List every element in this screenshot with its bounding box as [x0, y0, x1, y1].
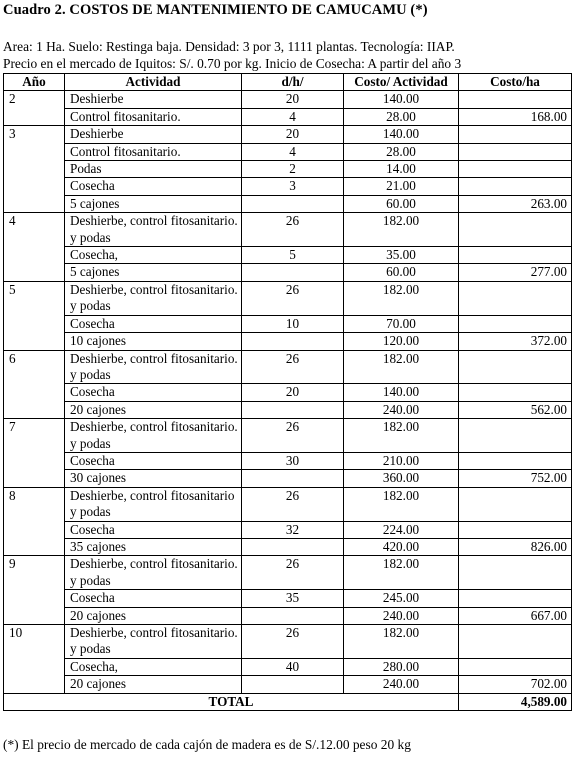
table-row — [4, 108, 572, 125]
dh-cell — [242, 264, 344, 281]
year-cell: 9 — [4, 556, 65, 625]
dh-cell: 30 — [242, 452, 344, 469]
info-line-price: Precio en el mercado de Iquitos: S/. 0.70 por kg. Inicio de Cosecha: A partir del año 3 — [3, 56, 462, 71]
year-cell: 10 — [4, 625, 65, 694]
year-cell: 5 — [4, 281, 65, 350]
activity-cell: Cosecha — [65, 178, 242, 195]
dh-cell: 32 — [242, 521, 344, 538]
activity-cell: Deshierbe, control fitosanitario. y podas — [65, 213, 242, 247]
table-row — [4, 556, 572, 590]
cost-activity-cell: 140.00 — [344, 384, 459, 401]
activity-cell: Deshierbe, control fitosanitario. y podas — [65, 350, 242, 384]
cost-activity-cell: 182.00 — [344, 213, 459, 247]
activity-cell: Deshierbe, control fitosanitario y podas — [65, 487, 242, 521]
table-row — [4, 607, 572, 624]
dh-cell — [242, 470, 344, 487]
cost-activity-cell: 240.00 — [344, 607, 459, 624]
dh-cell — [242, 538, 344, 555]
dh-cell: 10 — [242, 315, 344, 332]
activity-cell: 35 cajones — [65, 538, 242, 555]
cost-ha-cell — [459, 487, 572, 521]
dh-cell: 26 — [242, 281, 344, 315]
table-row — [4, 333, 572, 350]
activity-cell: Cosecha — [65, 452, 242, 469]
activity-cell: 20 cajones — [65, 607, 242, 624]
cost-activity-cell: 182.00 — [344, 556, 459, 590]
activity-cell: Control fitosanitario. — [65, 143, 242, 160]
header-dh: d/h/ — [242, 74, 344, 91]
header-anio: Año — [4, 74, 65, 91]
cost-ha-cell — [459, 126, 572, 143]
cost-activity-cell: 60.00 — [344, 195, 459, 212]
costs-table — [3, 73, 572, 711]
activity-cell: Cosecha, — [65, 658, 242, 675]
cost-ha-cell: 562.00 — [459, 401, 572, 418]
table-row — [4, 315, 572, 332]
total-row — [4, 693, 572, 710]
table-header-row — [4, 74, 572, 91]
table-row — [4, 401, 572, 418]
cost-activity-cell: 28.00 — [344, 143, 459, 160]
activity-cell: Control fitosanitario. — [65, 108, 242, 125]
activity-cell: Cosecha — [65, 384, 242, 401]
dh-cell: 26 — [242, 625, 344, 659]
cost-activity-cell: 240.00 — [344, 401, 459, 418]
cost-ha-cell — [459, 556, 572, 590]
table-row — [4, 281, 572, 315]
cost-ha-cell: 263.00 — [459, 195, 572, 212]
header-actividad: Actividad — [65, 74, 242, 91]
cost-ha-cell — [459, 281, 572, 315]
dh-cell: 26 — [242, 556, 344, 590]
activity-cell: Deshierbe, control fitosanitario. y podas — [65, 625, 242, 659]
dh-cell — [242, 195, 344, 212]
cost-ha-cell — [459, 178, 572, 195]
cost-ha-cell: 702.00 — [459, 676, 572, 693]
table-row — [4, 452, 572, 469]
cost-ha-cell — [459, 625, 572, 659]
activity-cell: Deshierbe — [65, 126, 242, 143]
table-row — [4, 625, 572, 659]
dh-cell: 20 — [242, 126, 344, 143]
cost-activity-cell: 120.00 — [344, 333, 459, 350]
dh-cell: 26 — [242, 350, 344, 384]
year-cell: 4 — [4, 213, 65, 282]
cost-ha-cell — [459, 350, 572, 384]
table-row — [4, 521, 572, 538]
dh-cell: 4 — [242, 108, 344, 125]
dh-cell: 3 — [242, 178, 344, 195]
dh-cell: 4 — [242, 143, 344, 160]
cost-activity-cell: 60.00 — [344, 264, 459, 281]
activity-cell: 5 cajones — [65, 264, 242, 281]
activity-cell: Podas — [65, 161, 242, 178]
year-cell: 3 — [4, 126, 65, 213]
header-costo-ha: Costo/ha — [459, 74, 572, 91]
table-body — [4, 91, 572, 693]
cost-ha-cell — [459, 247, 572, 264]
dh-cell — [242, 676, 344, 693]
table-row — [4, 676, 572, 693]
activity-cell: 20 cajones — [65, 676, 242, 693]
dh-cell: 35 — [242, 590, 344, 607]
table-row — [4, 178, 572, 195]
cost-activity-cell: 28.00 — [344, 108, 459, 125]
activity-cell: 30 cajones — [65, 470, 242, 487]
dh-cell — [242, 401, 344, 418]
total-label: TOTAL — [4, 693, 459, 710]
activity-cell: 20 cajones — [65, 401, 242, 418]
cost-ha-cell — [459, 213, 572, 247]
dh-cell: 5 — [242, 247, 344, 264]
dh-cell: 26 — [242, 419, 344, 453]
table-row — [4, 419, 572, 453]
activity-cell: Deshierbe, control fitosanitario. y podas — [65, 556, 242, 590]
activity-cell: Cosecha — [65, 590, 242, 607]
cost-activity-cell: 35.00 — [344, 247, 459, 264]
cost-activity-cell: 182.00 — [344, 281, 459, 315]
table-row — [4, 487, 572, 521]
cost-ha-cell — [459, 419, 572, 453]
table-row — [4, 91, 572, 108]
activity-cell: Deshierbe — [65, 91, 242, 108]
dh-cell — [242, 607, 344, 624]
cost-ha-cell: 752.00 — [459, 470, 572, 487]
cost-activity-cell: 240.00 — [344, 676, 459, 693]
cost-ha-cell — [459, 521, 572, 538]
cost-ha-cell: 826.00 — [459, 538, 572, 555]
cost-activity-cell: 182.00 — [344, 350, 459, 384]
cost-ha-cell: 372.00 — [459, 333, 572, 350]
activity-cell: 5 cajones — [65, 195, 242, 212]
activity-cell: Cosecha, — [65, 247, 242, 264]
activity-cell: Deshierbe, control fitosanitario. y podas — [65, 281, 242, 315]
cost-activity-cell: 140.00 — [344, 91, 459, 108]
cost-activity-cell: 210.00 — [344, 452, 459, 469]
cost-activity-cell: 182.00 — [344, 487, 459, 521]
table-row — [4, 213, 572, 247]
footnote: (*) El precio de mercado de cada cajón de madera es de S/.12.00 peso 20 kg — [3, 737, 411, 752]
document-title: Cuadro 2. COSTOS DE MANTENIMIENTO DE CAMUCAMU (*) — [3, 2, 428, 18]
table-row — [4, 658, 572, 675]
cost-activity-cell: 70.00 — [344, 315, 459, 332]
cost-ha-cell — [459, 658, 572, 675]
table-row — [4, 384, 572, 401]
dh-cell: 20 — [242, 384, 344, 401]
header-costo-actividad: Costo/ Actividad — [344, 74, 459, 91]
dh-cell: 26 — [242, 213, 344, 247]
table-row — [4, 143, 572, 160]
cost-ha-cell — [459, 161, 572, 178]
cost-activity-cell: 224.00 — [344, 521, 459, 538]
table-row — [4, 161, 572, 178]
activity-cell: Cosecha — [65, 521, 242, 538]
table-row — [4, 538, 572, 555]
table-row — [4, 195, 572, 212]
table-row — [4, 247, 572, 264]
table-row — [4, 126, 572, 143]
cost-ha-cell — [459, 315, 572, 332]
activity-cell: Deshierbe, control fitosanitario. y podas — [65, 419, 242, 453]
cost-ha-cell — [459, 384, 572, 401]
cost-ha-cell: 277.00 — [459, 264, 572, 281]
cost-activity-cell: 420.00 — [344, 538, 459, 555]
cost-ha-cell — [459, 452, 572, 469]
activity-cell: Cosecha — [65, 315, 242, 332]
year-cell: 6 — [4, 350, 65, 419]
dh-cell: 26 — [242, 487, 344, 521]
table-row — [4, 590, 572, 607]
table-row — [4, 264, 572, 281]
activity-cell: 10 cajones — [65, 333, 242, 350]
cost-activity-cell: 245.00 — [344, 590, 459, 607]
cost-ha-cell — [459, 143, 572, 160]
cost-ha-cell: 667.00 — [459, 607, 572, 624]
cost-activity-cell: 140.00 — [344, 126, 459, 143]
dh-cell: 2 — [242, 161, 344, 178]
table-row — [4, 350, 572, 384]
cost-ha-cell: 168.00 — [459, 108, 572, 125]
table-row — [4, 470, 572, 487]
year-cell: 8 — [4, 487, 65, 556]
cost-ha-cell — [459, 590, 572, 607]
dh-cell: 20 — [242, 91, 344, 108]
dh-cell — [242, 333, 344, 350]
total-value: 4,589.00 — [459, 693, 572, 710]
year-cell: 2 — [4, 91, 65, 126]
cost-activity-cell: 182.00 — [344, 625, 459, 659]
year-cell: 7 — [4, 419, 65, 488]
cost-activity-cell: 182.00 — [344, 419, 459, 453]
cost-activity-cell: 360.00 — [344, 470, 459, 487]
dh-cell: 40 — [242, 658, 344, 675]
cost-ha-cell — [459, 91, 572, 108]
info-line-area: Area: 1 Ha. Suelo: Restinga baja. Densidad: 3 por 3, 1111 plantas. Tecnología: IIAP. — [3, 39, 455, 54]
cost-activity-cell: 21.00 — [344, 178, 459, 195]
cost-activity-cell: 14.00 — [344, 161, 459, 178]
cost-activity-cell: 280.00 — [344, 658, 459, 675]
